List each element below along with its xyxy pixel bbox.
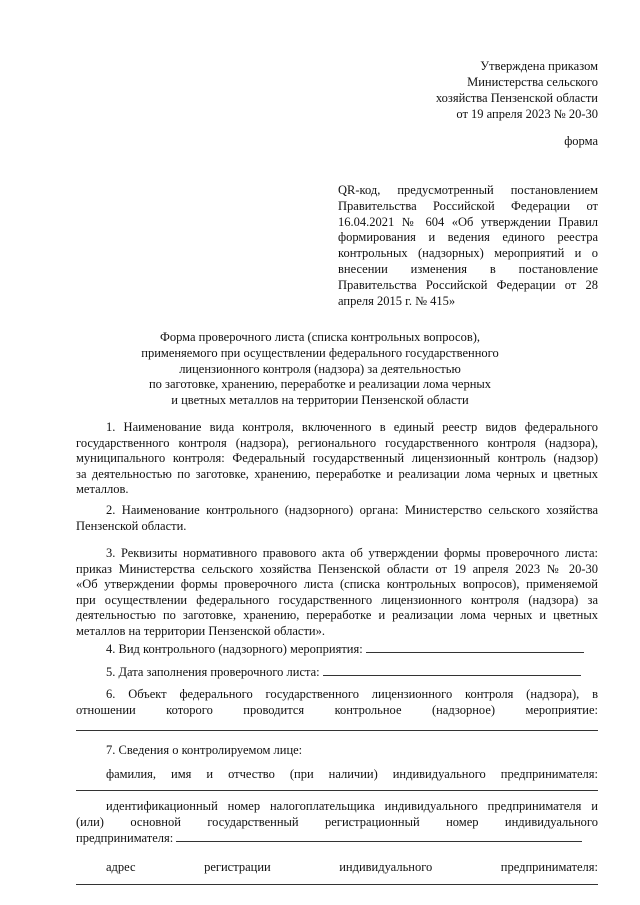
p3-line: деятельностью по заготовке, хранению, переработке и реализации лома черных и цветных — [76, 608, 598, 623]
paragraph-2 — [76, 503, 598, 534]
qr-line: внесении изменения в постановление — [338, 261, 598, 276]
item-7: 7. Сведения о контролируемом лице: — [106, 743, 303, 757]
title-line: и цветных металлов на территории Пензенской области — [171, 393, 469, 408]
approval-line: от 19 апреля 2023 № 20-30 — [456, 107, 598, 121]
title-line: Форма проверочного листа (списка контрольных вопросов), — [159, 330, 481, 344]
title-line: лицензионного контроля (надзора) за деятельностью — [179, 361, 461, 376]
qr-line: формирования и ведения единого реестра — [338, 230, 598, 245]
item-4 — [106, 641, 584, 657]
inn-block — [76, 799, 598, 847]
inn-label: предпринимателя: — [76, 831, 174, 846]
item-5 — [106, 664, 581, 680]
item-5-label: 5. Дата заполнения проверочного листа: — [106, 665, 320, 679]
fill-date-field[interactable] — [323, 664, 581, 676]
p6-line: отношении которого проводится контрольное (надзорное) мероприятие: — [76, 702, 598, 717]
title-line: применяемого при осуществлении федерального государственного — [141, 345, 499, 360]
p3-line: 3. Реквизиты нормативного правового акта об утверждении формы проверочного листа: — [106, 546, 598, 560]
p3-line: «Об утверждении формы проверочного листа (списка контрольных вопросов), применяемой — [76, 577, 598, 592]
object-field[interactable] — [76, 730, 598, 731]
qr-line: Правительства Российской Федерации от — [338, 198, 598, 213]
paragraph-6 — [76, 687, 598, 718]
fio-block — [76, 767, 598, 783]
qr-line: контрольных (надзорных) мероприятий и о — [338, 246, 598, 261]
p3-line: металлов на территории Пензенской области». — [76, 623, 325, 638]
fio-field[interactable] — [76, 790, 598, 791]
qr-line: 16.04.2021 № 604 «Об утверждении Правил — [338, 214, 598, 229]
inn-field[interactable] — [176, 830, 582, 842]
p2-line: 2. Наименование контрольного (надзорного) органа: Министерство сельского хозяйства — [106, 503, 598, 517]
fio-label: фамилия, имя и отчество (при наличии) индивидуального предпринимателя: — [106, 767, 598, 781]
address-block — [76, 860, 598, 876]
qr-code-note — [338, 183, 598, 309]
p1-line: за деятельностью по заготовке, хранению, переработке и реализации лома черных и цветных — [76, 466, 598, 481]
p1-line: государственного контроля (надзора), регионального государственного контроля (надзора), — [76, 435, 598, 450]
address-label: адрес регистрации индивидуального предпринимателя: — [106, 860, 598, 874]
approval-line: Министерства сельского — [467, 75, 598, 89]
p2-line: Пензенской области. — [76, 518, 187, 533]
approval-line: Утверждена приказом — [480, 59, 598, 73]
address-field[interactable] — [76, 884, 598, 885]
event-type-field[interactable] — [366, 641, 584, 653]
inn-line — [76, 830, 598, 847]
inn-line: (или) основной государственный регистрационный номер индивидуального — [76, 814, 598, 829]
qr-line: QR-код, предусмотренный постановлением — [338, 183, 598, 197]
p6-line: 6. Объект федерального государственного лицензионного контроля (надзора), в — [106, 687, 598, 701]
p1-line: 1. Наименование вида контроля, включенного в единый реестр видов федерального — [106, 420, 598, 434]
p3-line: приказ Министерства сельского хозяйства Пензенской области от 19 апреля 2023 № 20-30 — [76, 561, 598, 576]
paragraph-3 — [76, 546, 598, 640]
approval-block — [380, 58, 598, 122]
p1-line: муниципального контроля: Федеральный государственный лицензионный контроль (надзор) — [76, 451, 598, 466]
p1-line: металлов. — [76, 482, 129, 497]
document-title — [120, 330, 520, 409]
qr-line: апреля 2015 г. № 415» — [338, 293, 456, 308]
paragraph-1 — [76, 420, 598, 498]
title-line: по заготовке, хранению, переработке и реализации лома черных — [148, 377, 492, 392]
p3-line: при осуществлении федерального государственного лицензионного контроля (надзора) за — [76, 592, 598, 607]
form-label: форма — [564, 134, 598, 148]
qr-line: Правительства Российской Федерации от 28 — [338, 277, 598, 292]
approval-line: хозяйства Пензенской области — [435, 91, 598, 105]
inn-line: идентификационный номер налогоплательщика индивидуального предпринимателя и — [106, 799, 598, 813]
item-4-label: 4. Вид контрольного (надзорного) мероприятия: — [106, 642, 363, 656]
